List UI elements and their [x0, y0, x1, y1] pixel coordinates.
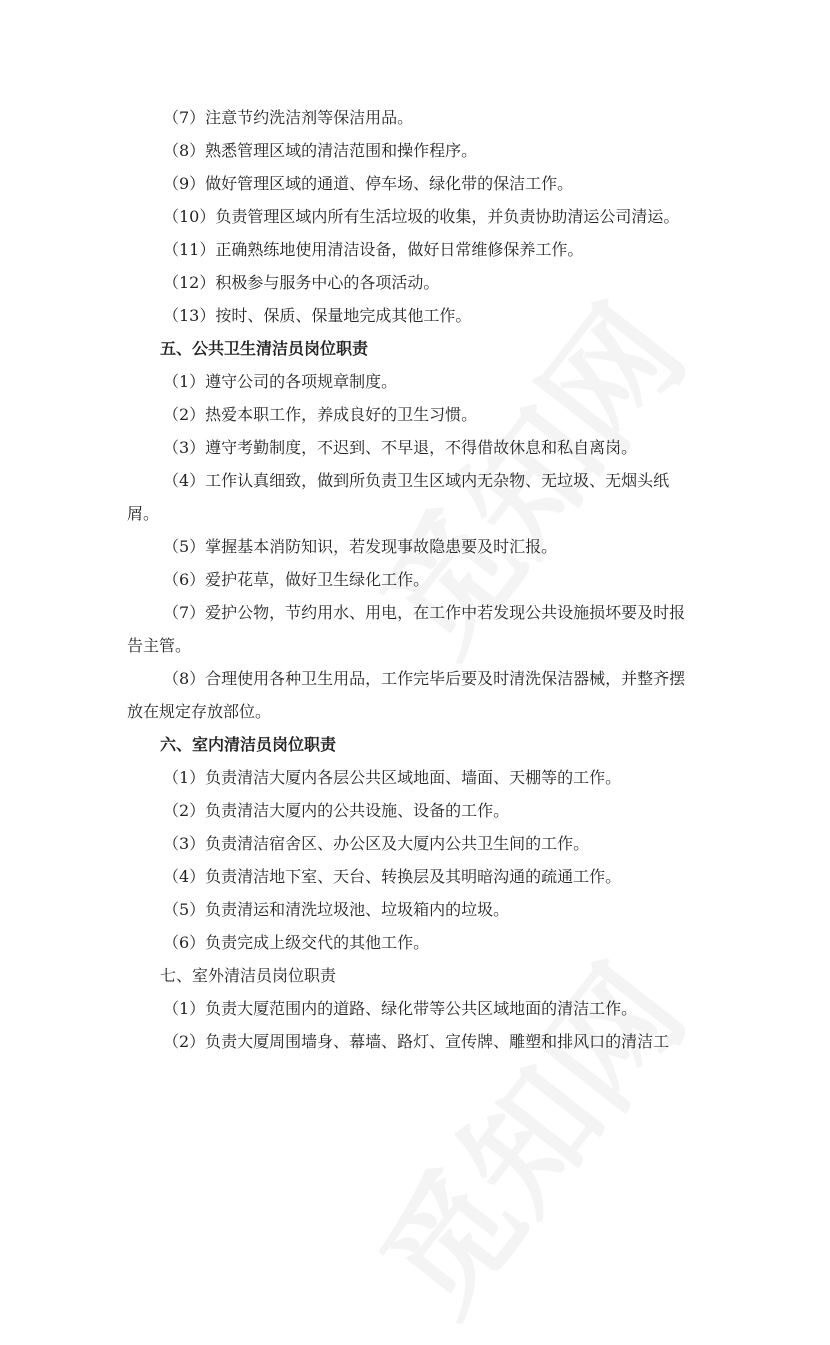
list-item [127, 761, 707, 794]
paragraph-line: （8）熟悉管理区域的清洁范围和操作程序。 [163, 141, 478, 160]
list-item [127, 827, 707, 860]
list-item [127, 530, 707, 563]
list-item [127, 563, 707, 596]
list-item [127, 794, 707, 827]
list-item [127, 167, 707, 200]
paragraph-line: （3）遵守考勤制度，不迟到、不早退，不得借故休息和私自离岗。 [163, 438, 638, 457]
paragraph-line: （13）按时、保质、保量地完成其他工作。 [163, 306, 472, 325]
paragraph-line: （5）掌握基本消防知识，若发现事故隐患要及时汇报。 [163, 537, 558, 556]
list-item [127, 662, 707, 728]
list-item [127, 596, 707, 662]
list-item [127, 299, 707, 332]
section-heading [127, 728, 707, 761]
list-item [127, 431, 707, 464]
paragraph-line: 五、公共卫生清洁员岗位职责 [160, 339, 369, 358]
paragraph-continuation: 告主管。 [127, 636, 192, 655]
list-item [127, 365, 707, 398]
paragraph-line: 七、室外清洁员岗位职责 [160, 966, 337, 985]
paragraph-line: （4）工作认真细致，做到所负责卫生区域内无杂物、无垃圾、无烟头纸 [163, 471, 670, 490]
list-item [127, 464, 707, 530]
list-item [127, 200, 707, 233]
list-item [127, 893, 707, 926]
section-heading [127, 332, 707, 365]
paragraph-line: （12）积极参与服务中心的各项活动。 [163, 273, 440, 292]
paragraph-line: （1）负责大厦范围内的道路、绿化带等公共区域地面的清洁工作。 [163, 999, 638, 1018]
paragraph-line: （1）负责清洁大厦内各层公共区域地面、墙面、天棚等的工作。 [163, 768, 622, 787]
list-item [127, 101, 707, 134]
list-item [127, 992, 707, 1025]
list-item [127, 266, 707, 299]
paragraph-line: （6）爱护花草，做好卫生绿化工作。 [163, 570, 430, 589]
list-item [127, 860, 707, 893]
list-item [127, 398, 707, 431]
section-heading [127, 959, 707, 992]
paragraph-line: （8）合理使用各种卫生用品，工作完毕后要及时清洗保洁器械，并整齐摆 [163, 669, 686, 688]
list-item [127, 233, 707, 266]
paragraph-line: （2）负责清洁大厦内的公共设施、设备的工作。 [163, 801, 510, 820]
paragraph-line: （7）爱护公物，节约用水、用电，在工作中若发现公共设施损坏要及时报 [163, 603, 686, 622]
paragraph-line: （10）负责管理区域内所有生活垃圾的收集，并负责协助清运公司清运。 [163, 207, 680, 226]
paragraph-line: （1）遵守公司的各项规章制度。 [163, 372, 398, 391]
list-item [127, 134, 707, 167]
paragraph-line: （2）热爱本职工作，养成良好的卫生习惯。 [163, 405, 478, 424]
paragraph-continuation: 放在规定存放部位。 [127, 702, 272, 721]
paragraph-line: （4）负责清洁地下室、天台、转换层及其明暗沟通的疏通工作。 [163, 867, 622, 886]
paragraph-line: （3）负责清洁宿舍区、办公区及大厦内公共卫生间的工作。 [163, 834, 590, 853]
list-item [127, 926, 707, 959]
paragraph-line: （2）负责大厦周围墙身、幕墙、路灯、宣传牌、雕塑和排风口的清洁工 [163, 1032, 670, 1051]
paragraph-line: （6）负责完成上级交代的其他工作。 [163, 933, 430, 952]
paragraph-line: （9）做好管理区域的通道、停车场、绿化带的保洁工作。 [163, 174, 574, 193]
document-page [127, 101, 707, 1058]
paragraph-continuation: 屑。 [127, 504, 160, 523]
paragraph-line: 六、室内清洁员岗位职责 [160, 735, 337, 754]
paragraph-line: （5）负责清运和清洗垃圾池、垃圾箱内的垃圾。 [163, 900, 510, 919]
list-item [127, 1025, 707, 1058]
paragraph-line: （7）注意节约洗洁剂等保洁用品。 [163, 108, 414, 127]
paragraph-line: （11）正确熟练地使用清洁设备，做好日常维修保养工作。 [163, 240, 584, 259]
